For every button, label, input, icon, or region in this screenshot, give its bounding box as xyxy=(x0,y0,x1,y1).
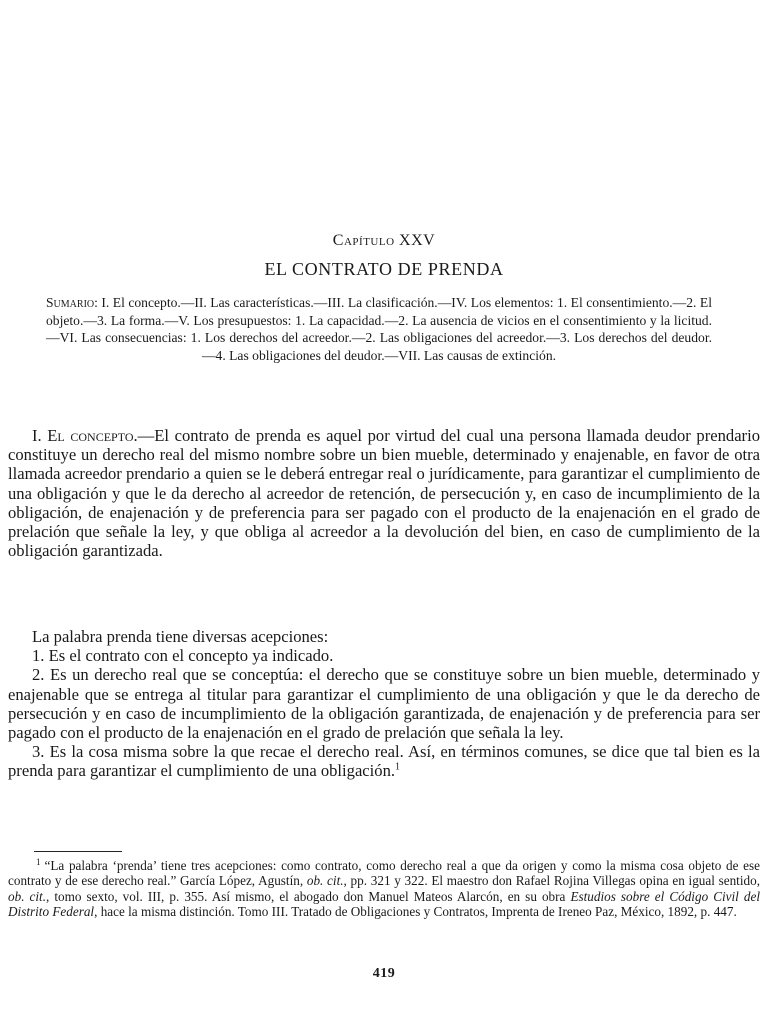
paragraph: La palabra prenda tiene diversas acepciones: xyxy=(32,627,329,646)
footnote-text: , tomo sexto, vol. III, p. 355. Así mismo, el abogado don Manuel Mateos Alarcón, en su obra xyxy=(46,888,571,904)
paragraph-text: —El contrato de prenda es aquel por virtud del cual una persona llamada deudor prendario constituye un derecho real del mismo nombre sobre un bien mueble, determinado y enajenable, en favor de otra llamada acreedor prendario a quien se le deberá entregar real o jurídicamente, para garantizar el cumplimiento de una obligación y que le da derecho al acreedor de retención, de persecución y, en caso de incumplimiento de la obligación, de enajenación y de preferencia para ser pagado con el producto de la enajenación en el grado de prelación que señale la ley, y que obliga al acreedor a la devolución del bien, en caso de cumplimiento de la obligación garantizada. xyxy=(8,426,760,561)
footnote-text: , hace la misma distinción. Tomo III. Tratado de Obligaciones y Contratos, Imprenta de Ireneo Paz, México, 1892, p. 447. xyxy=(94,904,737,920)
footnote-divider xyxy=(34,851,122,852)
body-paragraphs xyxy=(8,627,760,781)
footnote-italic: ob. cit. xyxy=(306,873,344,889)
footnote-text: , pp. 321 y 322. El maestro don Rafael Rojina Villegas opina en igual sentido, xyxy=(343,873,760,889)
paragraph-text: 3. Es la cosa misma sobre la que recae el derecho real. Así, en términos comunes, se dice que tal bien es la prenda para garantizar el cumplimiento de una obligación. xyxy=(8,742,760,781)
summary-text: I. El concepto.—II. Las características.—III. La clasificación.—IV. Los elementos: 1. El consentimiento.—2. El objeto.—3. La forma.—V. Los presupuestos: 1. La capacidad.—2. La ausencia de vicios en el consentimiento y la licitud.—VI. Las consecuencias: 1. Los derechos del acreedor.—2. Las obligaciones del acreedor.—3. Los derechos del deudor.—4. Las obligaciones del deudor.—VII. Las causas de extinción. xyxy=(46,295,712,364)
footnote-number: 1 xyxy=(36,856,41,867)
section-heading: El concepto. xyxy=(47,426,138,445)
paragraph: 1. Es el contrato con el concepto ya indicado. xyxy=(32,646,334,666)
footnote-italic: Estudios sobre el Código Civil del Distrito Federal xyxy=(8,888,760,920)
summary-lead: Sumario: xyxy=(46,295,98,310)
chapter-label: Capítulo XXV xyxy=(332,232,436,249)
paragraph-concept xyxy=(8,426,760,560)
paragraph: 2. Es un derecho real que se conceptúa: el derecho que se constituye sobre un bien mueble, determinado y enajenable que se entrega al titular para garantizar el cumplimiento de una obligación y que le da derecho de persecución y en caso de incumplimiento de la obligación garantizada, de enajenación y de preferencia para ser pagado con el producto de la enajenación en el grado de prelación que señala la ley. xyxy=(8,665,760,743)
footnote-reference: 1 xyxy=(395,761,401,773)
chapter-summary xyxy=(46,294,712,365)
chapter-title: EL CONTRATO DE PRENDA xyxy=(264,259,504,279)
section-number: I. xyxy=(32,426,48,445)
paragraph xyxy=(8,742,760,780)
footnote-text: “La palabra ‘prenda’ tiene tres acepciones: como contrato, como derecho real a que da origen y como la misma cosa objeto de ese contrato y de ese derecho real.” García López, Agustín, xyxy=(8,858,760,889)
page-number: 419 xyxy=(372,966,396,981)
footnote-italic: ob. cit. xyxy=(8,888,47,904)
footnote xyxy=(8,858,760,920)
